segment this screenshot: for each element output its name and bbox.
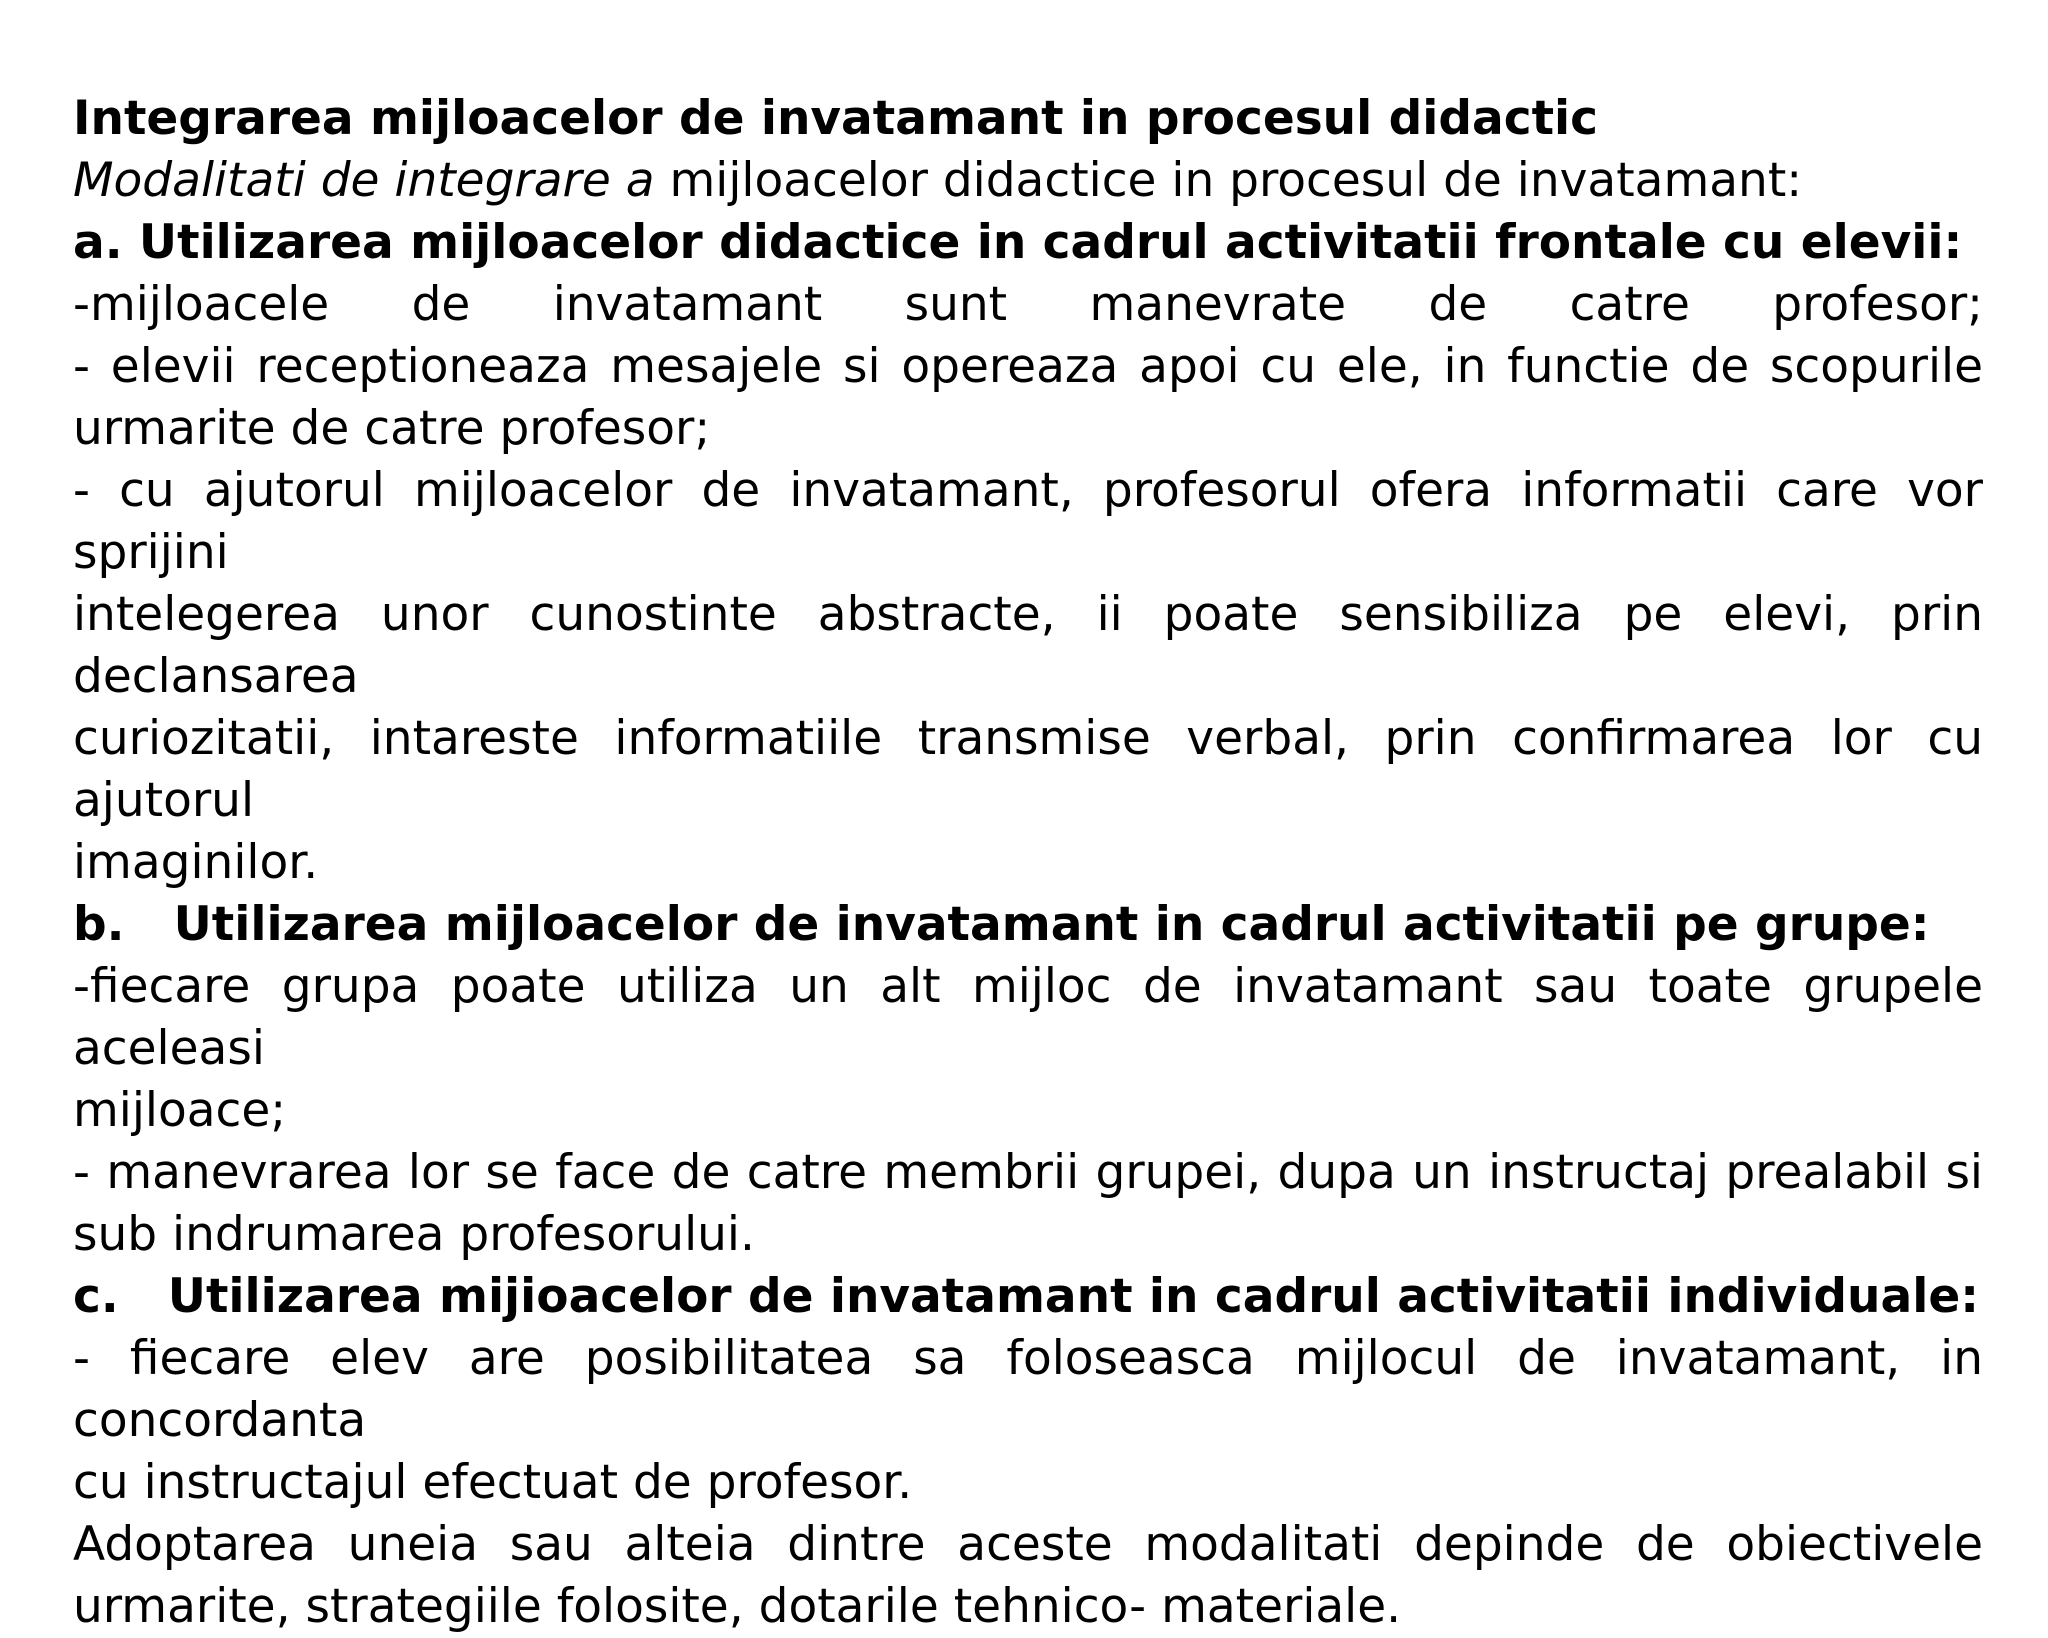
subtitle-line [73, 150, 1983, 212]
conclusion-line: Adoptarea uneia sau alteia dintre aceste modalitati depinde de obiectivele [73, 1517, 1983, 1572]
subtitle-italic: Modalitati de integrare a [73, 153, 655, 208]
section-b-line: - manevrarea lor se face de catre membrii grupei, dupa un instructaj prealabil si [73, 1145, 1983, 1200]
subtitle-normal: mijloacelor didactice in procesul de invatamant: [654, 153, 1803, 208]
conclusion-line: urmarite, strategiile folosite, dotarile tehnico- materiale. [73, 1579, 1402, 1634]
section-c-line: - fiecare elev are posibilitatea sa foloseasca mijlocul de invatamant, in concordanta [73, 1331, 1983, 1448]
section-a-heading: a. Utilizarea mijloacelor didactice in cadrul activitatii frontale cu elevii: [73, 215, 1963, 270]
section-a-line: - cu ajutorul mijloacelor de invatamant, profesorul ofera informatii care vor sprijini [73, 463, 1983, 580]
slide-content [73, 88, 1983, 1638]
section-b-heading: b. Utilizarea mijloacelor de invatamant in cadrul activitatii pe grupe: [73, 897, 1930, 952]
section-a-line: urmarite de catre profesor; [73, 401, 711, 456]
section-a-line: imaginilor. [73, 835, 319, 890]
section-a-line: - elevii receptioneaza mesajele si opereaza apoi cu ele, in functie de scopurile [73, 339, 1983, 394]
section-a-line: -mijloacele de invatamant sunt manevrate de catre profesor; [73, 277, 1983, 332]
section-b-line: mijloace; [73, 1083, 287, 1138]
section-c-line: cu instructajul efectuat de profesor. [73, 1455, 913, 1510]
section-a-line: curiozitatii, intareste informatiile transmise verbal, prin confirmarea lor cu ajutorul [73, 711, 1983, 828]
section-a-line: intelegerea unor cunostinte abstracte, ii poate sensibiliza pe elevi, prin declansarea [73, 587, 1983, 704]
section-b-line: -fiecare grupa poate utiliza un alt mijloc de invatamant sau toate grupele aceleasi [73, 959, 1983, 1076]
section-c-heading: c. Utilizarea mijioacelor de invatamant in cadrul activitatii individuale: [73, 1269, 1980, 1324]
page-title: Integrarea mijloacelor de invatamant in procesul didactic [73, 91, 1599, 146]
section-b-line: sub indrumarea profesorului. [73, 1207, 755, 1262]
